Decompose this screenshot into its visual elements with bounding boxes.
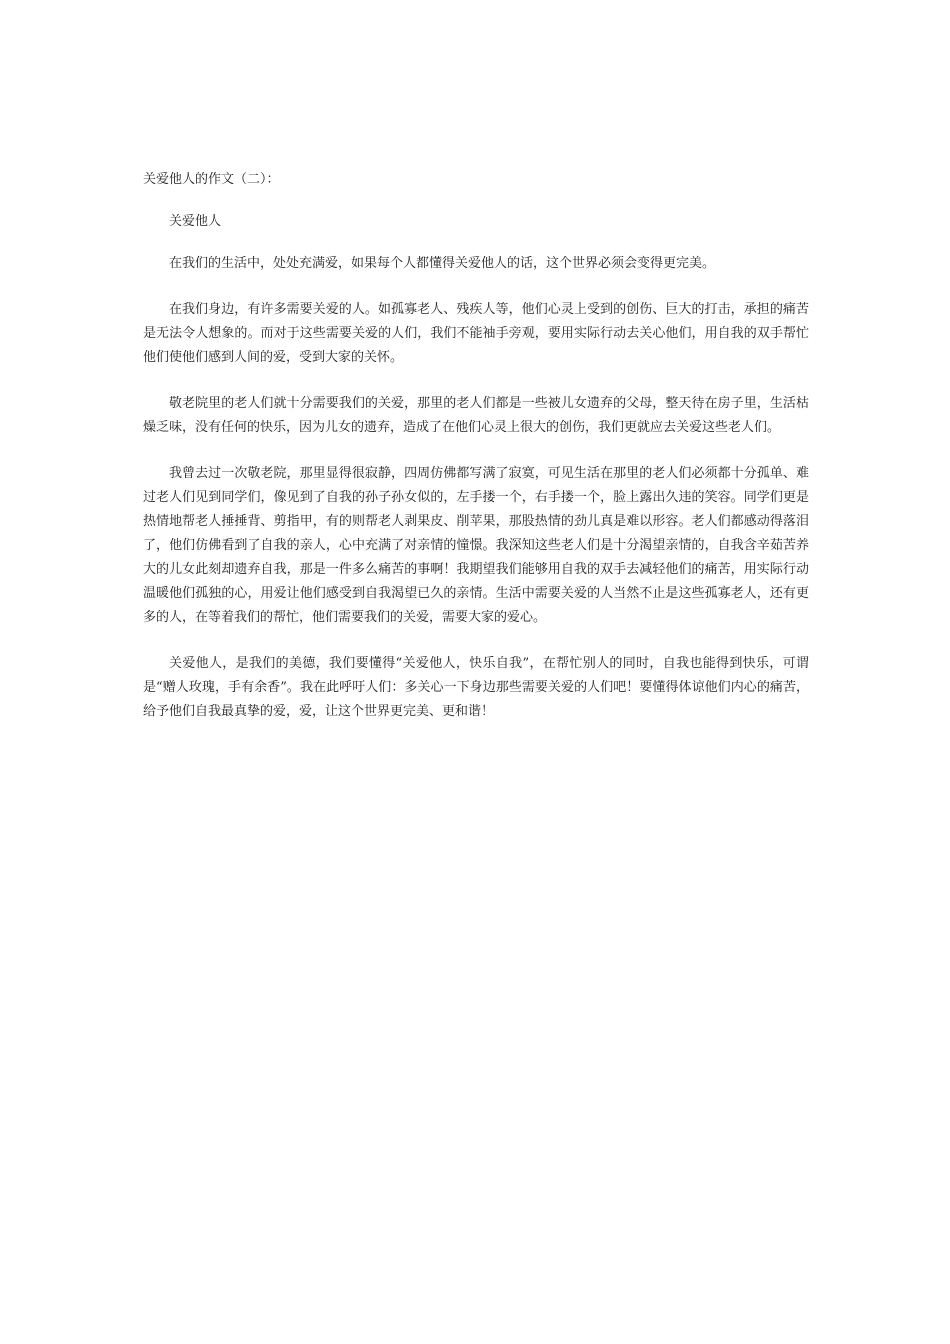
paragraph-1: 在我们的生活中，处处充满爱，如果每个人都懂得关爱他人的话，这个世界必须会变得更完美。 <box>169 256 716 271</box>
document-heading: 关爱他人的作文（二）： <box>143 172 280 187</box>
document-page <box>143 168 809 746</box>
paragraph-5: 关爱他人，是我们的美德，我们要懂得“关爱他人，快乐自我”，在帮忙别人的同时，自我也能得到快乐，可谓是“赠人玫瑰，手有余香”。我在此呼吁人们：多关心一下身边那些需要关爱的人们吧！要懂得体谅他们内心的痛苦，给予他们自我最真挚的爱，爱，让这个世界更完美、更和谐！ <box>143 656 809 719</box>
paragraph-3: 敬老院里的老人们就十分需要我们的关爱，那里的老人们都是一些被儿女遗弃的父母，整天待在房子里，生活枯燥乏味，没有任何的快乐，因为儿女的遗弃，造成了在他们心灵上很大的创伤，我们更就应去关爱这些老人们。 <box>143 396 809 435</box>
essay-title: 关爱他人 <box>169 214 222 229</box>
paragraph-2: 在我们身边，有许多需要关爱的人。如孤寡老人、残疾人等，他们心灵上受到的创伤、巨大的打击，承担的痛苦是无法令人想象的。而对于这些需要关爱的人们，我们不能袖手旁观，要用实际行动去关心他们，用自我的双手帮忙他们使他们感到人间的爱，受到大家的关怀。 <box>143 302 809 365</box>
paragraph-4: 我曾去过一次敬老院，那里显得很寂静，四周仿佛都写满了寂寞，可见生活在那里的老人们必须都十分孤单、难过老人们见到同学们，像见到了自我的孙子孙女似的，左手搂一个，右手搂一个，脸上露出久违的笑容。同学们更是热情地帮老人捶捶背、剪指甲，有的则帮老人剥果皮、削苹果，那股热情的劲儿真是难以形容。老人们都感动得落泪了，他们仿佛看到了自我的亲人，心中充满了对亲情的憧憬。我深知这些老人们是十分渴望亲情的，自我含辛茹苦养大的儿女此刻却遗弃自我，那是一件多么痛苦的事啊！我期望我们能够用自我的双手去减轻他们的痛苦，用实际行动温暖他们孤独的心，用爱让他们感受到自我渴望已久的亲情。生活中需要关爱的人当然不止是这些孤寡老人，还有更多的人，在等着我们的帮忙，他们需要我们的关爱，需要大家的爱心。 <box>143 466 809 625</box>
